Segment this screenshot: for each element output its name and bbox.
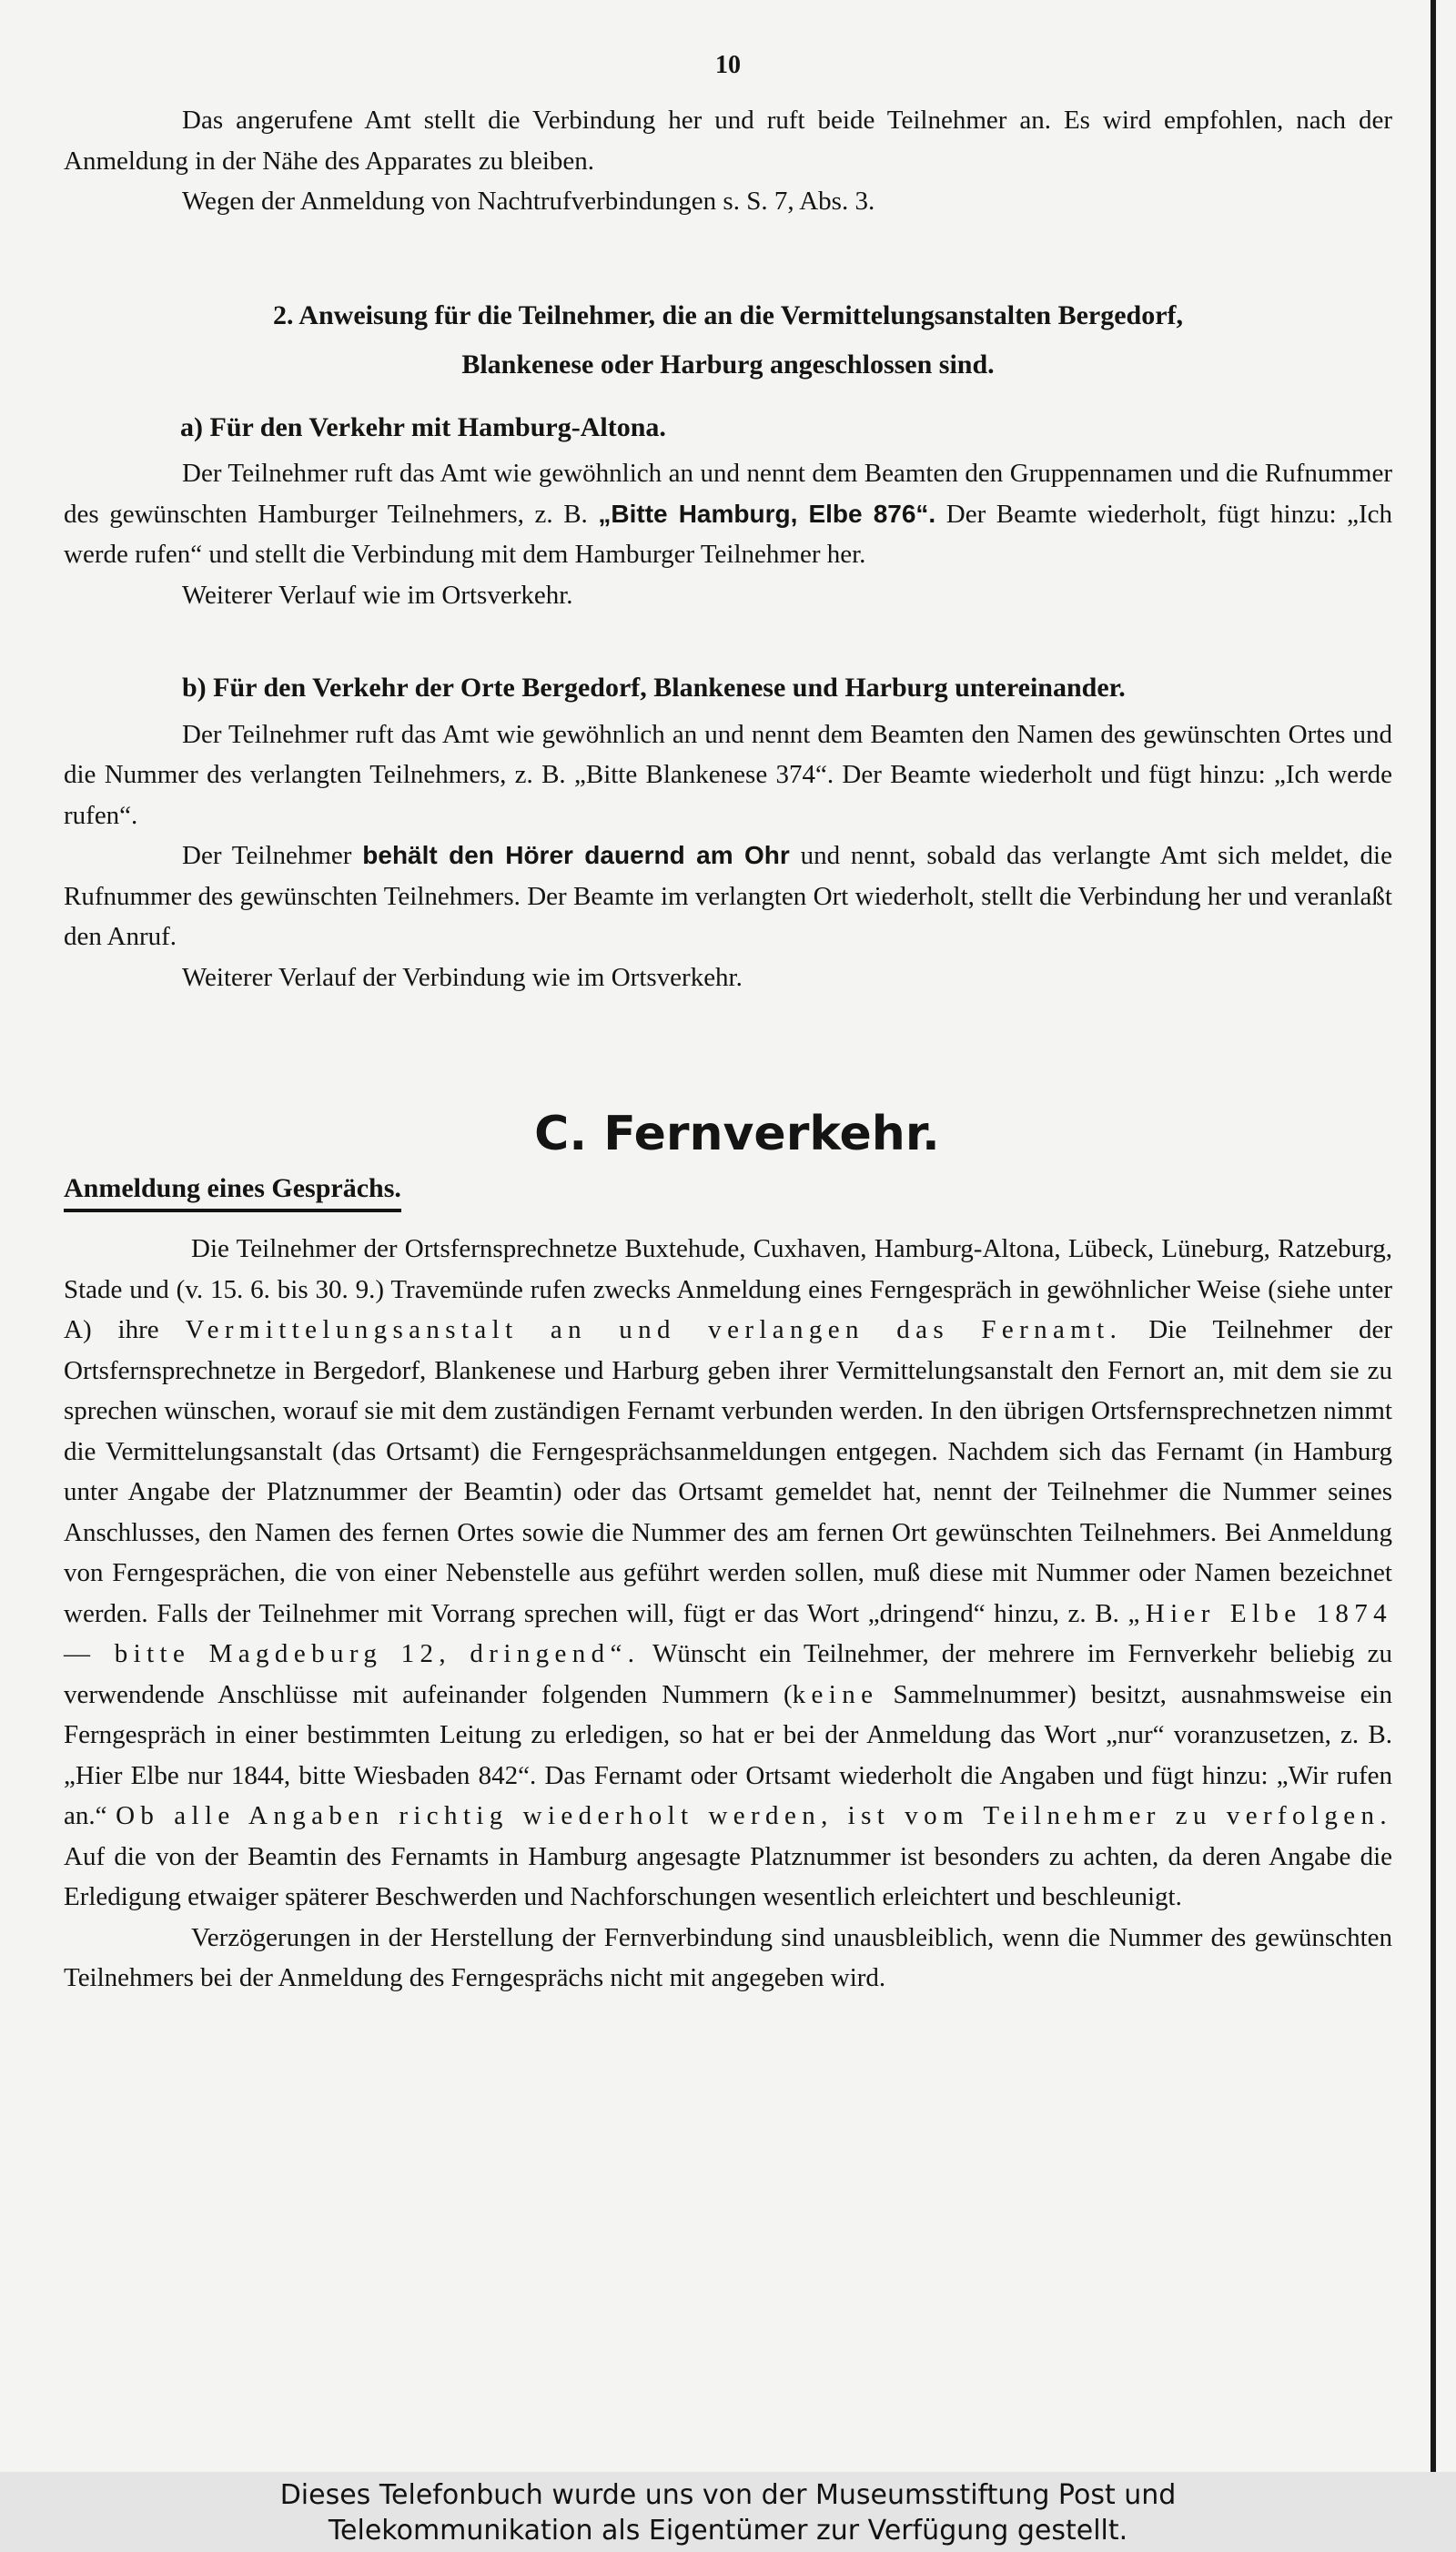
section-c-spaced-3: keine: [792, 1679, 879, 1709]
section-2a-paragraph-2: Weiterer Verlauf wie im Ortsverkehr.: [182, 580, 573, 610]
section-c-subheading-row: [64, 1169, 1392, 1212]
section-2-heading-line-2: Blankenese oder Harburg angeschlossen sind.: [461, 349, 995, 380]
footer-banner: [0, 2472, 1456, 2552]
footer-line-2: Telekommunikation als Eigentümer zur Verfügung gestellt.: [328, 2515, 1128, 2547]
page-edge-rule: [1431, 0, 1436, 2472]
intro-paragraph-2: Wegen der Anmeldung von Nachtrufverbindungen s. S. 7, Abs. 3.: [182, 187, 875, 216]
section-2a-p1-end: Der Beamte wiederholt, fügt hinzu: „Ich werde rufen“ und stellt die Verbindung mit dem Hamburger Teilnehmer her.: [64, 499, 1393, 569]
section-c-spaced-4: Ob alle Angaben richtig wiederholt werden, ist vom Teilnehmer zu verfolgen.: [116, 1801, 1392, 1830]
section-2b-paragraph-1: Der Teilnehmer ruft das Amt wie gewöhnlich an und nennt dem Beamten den Namen des gewünschten Ortes und die Nummer des verlangten Teilnehmers, z. B. „Bitte Blankenese 374“. Der Beamte wiederholt und fügt hinzu: „Ich werde rufen“.: [64, 719, 1392, 830]
section-c-paragraph-2: Verzögerungen in der Herstellung der Fernverbindung sind unausbleiblich, wenn die Nummer des gewünschten Teilnehmers bei der Anmeldung des Ferngesprächs nicht mit angegeben wird.: [64, 1922, 1392, 1992]
section-c-p1-e: Auf die von der Beamtin des Fernamts in Hamburg angesagte Platznummer ist besonders zu achten, da deren Angabe die Erledigung etwaiger späterer Beschwerden und Nachforschungen wesentlich erleichtert und beschleunigt.: [64, 1841, 1392, 1911]
section-2a-heading: a) Für den Verkehr mit Hamburg-Altona.: [180, 411, 666, 442]
page-number: 10: [715, 51, 741, 79]
section-c-title: C. Fernverkehr.: [534, 1107, 940, 1161]
footer-line-1: Dieses Telefonbuch wurde uns von der Museumsstiftung Post und: [279, 2479, 1177, 2511]
section-c-subheading: Anmeldung eines Gesprächs.: [64, 1170, 401, 1212]
section-2a-example: „Bitte Hamburg, Elbe 876“.: [598, 499, 936, 528]
section-c-paragraph-1: [64, 1229, 1392, 1918]
section-2b-p2-end: und nennt, sobald das verlangte Amt sich meldet, die Rufnummer des gewünschten Teilnehmers. Der Beamte im verlangten Ort wiederholt, stellt die Verbindung her und veranlaßt den Anruf.: [64, 841, 1392, 951]
section-c-p1-a: Die Teilnehmer der Ortsfernsprechnetze Buxtehude, Cuxhaven, Hamburg-Altona, Lübeck, Lüneburg, Ratzeburg, Stade und (v. 15. 6. bis 30. 9.) Travemünde rufen zwecks Anmeldung eines Ferngespräch in gewöhnlicher Weise (siehe unter A) ihre: [64, 1234, 1392, 1344]
section-c-p1-b: Die Teilnehmer der Ortsfernsprechnetze in Bergedorf, Blankenese und Harburg geben ihrer Vermittelungsanstalt den Fernort an, mit dem sie zu sprechen wünschen, worauf sie mit dem zuständigen Fernamt verbunden werden. In den übrigen Ortsfernsprechnetzen nimmt die Vermittelungsanstalt (das Ortsamt) die Ferngesprächsanmeldungen entgegen. Nachdem sich das Fernamt (in Hamburg unter Angabe der Platznummer der Beamtin) oder das Ortsamt gemeldet hat, nennt der Teilnehmer die Nummer seines Anschlusses, den Namen des fernen Ortes sowie die Nummer des am fernen Ort gewünschten Teilnehmers. Bei Anmeldung von Ferngesprächen, die von einer Nebenstelle aus geführt werden sollen, muß diese mit Nummer oder Namen bezeichnet werden. Falls der Teilnehmer mit Vorrang sprechen will, fügt er das Wort „dringend“ hinzu, z. B.: [64, 1315, 1393, 1628]
section-c-p1-d: Sammelnummer) besitzt, ausnahmsweise ein Ferngespräch in einer bestimmten Leitung zu erledigen, so hat er bei der Anmeldung das Wort „nur“ voranzusetzen, z. B. „Hier Elbe nur 1844, bitte Wiesbaden 842“. Das Fernamt oder Ortsamt wiederholt die Angaben und fügt hinzu: „Wir rufen an.“: [64, 1679, 1392, 1830]
section-2b-paragraph-2: [64, 835, 1392, 957]
section-c-spaced-1: Vermittelungsanstalt an und verlangen das Fernamt.: [185, 1315, 1123, 1344]
section-2a-paragraph-1: [64, 453, 1392, 575]
section-c-p1-c: Wünscht ein Teilnehmer, der mehrere im Fernverkehr beliebig zu verwendende Anschlüsse mit aufeinander folgenden Nummern (: [64, 1639, 1393, 1709]
section-2-heading: [64, 291, 1392, 390]
section-2b-paragraph-3: Weiterer Verlauf der Verbindung wie im Ortsverkehr.: [182, 962, 743, 992]
section-2b-emphasis: behält den Hörer dauernd am Ohr: [362, 841, 790, 869]
section-2-heading-line-1: 2. Anweisung für die Teilnehmer, die an die Vermittelungsanstalten Bergedorf,: [272, 299, 1184, 330]
section-c-spaced-2: „Hier Elbe 1874 — bitte Magdeburg 12, dringend“.: [64, 1598, 1393, 1668]
intro-paragraph-1: Das angerufene Amt stellt die Verbindung her und ruft beide Teilnehmer an. Es wird empfohlen, nach der Anmeldung in der Nähe des Apparates zu bleiben.: [64, 106, 1392, 176]
section-2a-p1-text: Der Teilnehmer ruft das Amt wie gewöhnlich an und nennt dem Beamten den Gruppennamen und die Rufnummer des gewünschten Hamburger Teilnehmers, z. B.: [64, 459, 1392, 529]
section-2b-heading: b) Für den Verkehr der Orte Bergedorf, Blankenese und Harburg untereinander.: [182, 673, 1126, 703]
page-content: [64, 0, 1392, 1999]
section-2b-p2-text: Der Teilnehmer: [182, 841, 352, 870]
